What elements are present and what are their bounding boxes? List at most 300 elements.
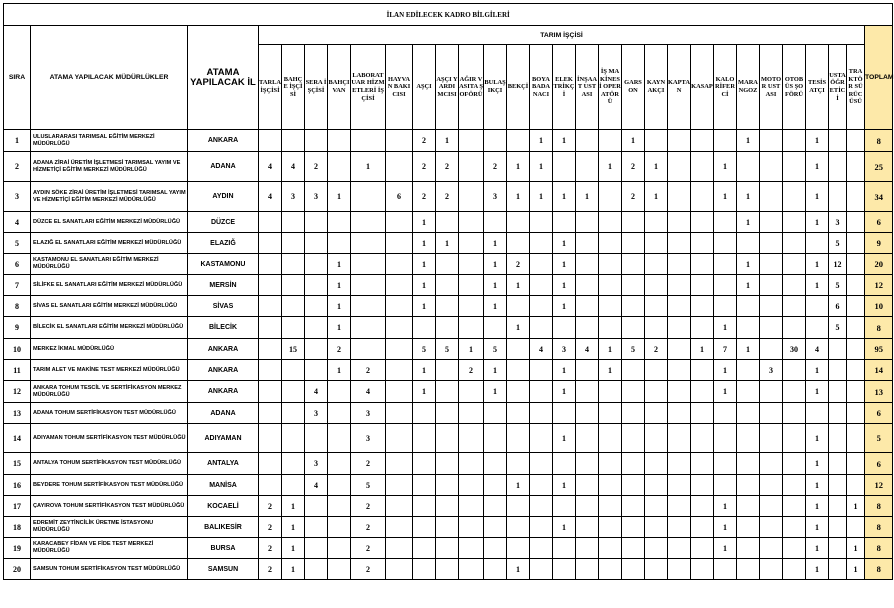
total-cell: 8: [865, 559, 893, 580]
count-cell: [386, 275, 413, 296]
header-group-tarim-iscisi: TARIM İŞÇİSİ: [259, 26, 865, 45]
count-cell: 1: [737, 130, 760, 152]
count-cell: [459, 296, 484, 317]
count-cell: [305, 275, 328, 296]
count-cell: 1: [714, 360, 737, 381]
count-cell: [668, 559, 691, 580]
count-cell: [737, 453, 760, 475]
row-number-cell: 1: [4, 130, 31, 152]
count-cell: 2: [259, 517, 282, 538]
count-cell: 1: [484, 254, 507, 275]
count-cell: [737, 424, 760, 453]
count-cell: 1: [553, 517, 576, 538]
count-cell: [553, 152, 576, 182]
count-cell: 1: [553, 130, 576, 152]
province-cell: DÜZCE: [188, 212, 259, 233]
count-cell: 1: [714, 182, 737, 212]
count-cell: [760, 212, 783, 233]
directorate-cell: BEYDERE TOHUM SERTİFİKASYON TEST MÜDÜRLÜĞÜ: [31, 475, 188, 496]
count-cell: [553, 453, 576, 475]
count-cell: [305, 130, 328, 152]
count-cell: [599, 559, 622, 580]
table-row: [4, 130, 893, 152]
count-cell: 1: [413, 381, 436, 403]
count-cell: [714, 296, 737, 317]
column-header: LABORATUAR HİZMETLERİ İŞÇİSİ: [351, 45, 386, 130]
count-cell: [622, 212, 645, 233]
count-cell: 1: [806, 475, 829, 496]
total-cell: 20: [865, 254, 893, 275]
count-cell: 2: [413, 152, 436, 182]
count-cell: 1: [737, 339, 760, 360]
count-cell: [259, 130, 282, 152]
count-cell: 1: [507, 275, 530, 296]
count-cell: [691, 381, 714, 403]
table-body: [4, 130, 893, 580]
count-cell: [668, 254, 691, 275]
count-cell: 15: [282, 339, 305, 360]
count-cell: [459, 212, 484, 233]
count-cell: [386, 496, 413, 517]
count-cell: 1: [484, 381, 507, 403]
table-row: [4, 360, 893, 381]
count-cell: [847, 275, 865, 296]
count-cell: [328, 233, 351, 254]
count-cell: 2: [436, 152, 459, 182]
count-cell: [553, 317, 576, 339]
count-cell: [259, 212, 282, 233]
count-cell: [783, 212, 806, 233]
province-cell: KASTAMONU: [188, 254, 259, 275]
total-cell: 9: [865, 233, 893, 254]
cadre-table: [3, 3, 893, 580]
count-cell: [576, 317, 599, 339]
count-cell: [737, 381, 760, 403]
count-cell: 3: [829, 212, 847, 233]
count-cell: 2: [622, 152, 645, 182]
column-header: KALORİFERCİ: [714, 45, 737, 130]
count-cell: [737, 296, 760, 317]
row-number-cell: 17: [4, 496, 31, 517]
count-cell: [386, 475, 413, 496]
directorate-cell: ÇAYIROVA TOHUM SERTİFİKASYON TEST MÜDÜRLÜĞÜ: [31, 496, 188, 517]
count-cell: 2: [507, 254, 530, 275]
count-cell: [282, 453, 305, 475]
count-cell: [847, 182, 865, 212]
count-cell: [783, 182, 806, 212]
province-cell: MERSİN: [188, 275, 259, 296]
count-cell: [760, 152, 783, 182]
count-cell: 1: [351, 152, 386, 182]
count-cell: [691, 296, 714, 317]
count-cell: 5: [829, 317, 847, 339]
count-cell: [484, 517, 507, 538]
count-cell: [599, 538, 622, 559]
directorate-cell: MERKEZ İKMAL MÜDÜRLÜĞÜ: [31, 339, 188, 360]
count-cell: 1: [847, 496, 865, 517]
column-header: KASAP: [691, 45, 714, 130]
count-cell: [459, 182, 484, 212]
count-cell: [622, 517, 645, 538]
directorate-cell: SAMSUN TOHUM SERTİFİKASYON TEST MÜDÜRLÜĞÜ: [31, 559, 188, 580]
count-cell: 1: [806, 517, 829, 538]
count-cell: 3: [351, 424, 386, 453]
count-cell: 5: [436, 339, 459, 360]
count-cell: [436, 275, 459, 296]
count-cell: [760, 317, 783, 339]
count-cell: [714, 130, 737, 152]
count-cell: [829, 403, 847, 424]
count-cell: [507, 233, 530, 254]
count-cell: [806, 317, 829, 339]
count-cell: [530, 424, 553, 453]
count-cell: 1: [806, 360, 829, 381]
row-number-cell: 4: [4, 212, 31, 233]
column-header: BAHÇIVAN: [328, 45, 351, 130]
count-cell: [386, 317, 413, 339]
group-row: [4, 26, 893, 45]
row-number-cell: 20: [4, 559, 31, 580]
count-cell: [599, 254, 622, 275]
count-cell: 1: [714, 152, 737, 182]
count-cell: [576, 381, 599, 403]
count-cell: [737, 517, 760, 538]
count-cell: [530, 496, 553, 517]
count-cell: [386, 296, 413, 317]
count-cell: [668, 403, 691, 424]
count-cell: [576, 538, 599, 559]
count-cell: [305, 538, 328, 559]
count-cell: 7: [714, 339, 737, 360]
column-header: AŞÇI YARDIMCISI: [436, 45, 459, 130]
count-cell: [668, 496, 691, 517]
count-cell: 3: [553, 339, 576, 360]
count-cell: 1: [459, 339, 484, 360]
count-cell: [599, 381, 622, 403]
count-cell: [714, 233, 737, 254]
count-cell: [760, 254, 783, 275]
count-cell: [829, 559, 847, 580]
count-cell: 1: [484, 275, 507, 296]
count-cell: [413, 517, 436, 538]
province-cell: ADANA: [188, 403, 259, 424]
count-cell: [507, 360, 530, 381]
count-cell: [413, 424, 436, 453]
count-cell: 1: [806, 212, 829, 233]
count-cell: [436, 360, 459, 381]
count-cell: [282, 296, 305, 317]
count-cell: [305, 296, 328, 317]
count-cell: [436, 381, 459, 403]
count-cell: 1: [436, 130, 459, 152]
province-cell: ADIYAMAN: [188, 424, 259, 453]
count-cell: [282, 424, 305, 453]
count-cell: [760, 130, 783, 152]
column-header: OTOBÜS ŞOFÖRÜ: [783, 45, 806, 130]
count-cell: [760, 339, 783, 360]
count-cell: [328, 559, 351, 580]
count-cell: 1: [714, 538, 737, 559]
count-cell: 6: [829, 296, 847, 317]
count-cell: 2: [484, 152, 507, 182]
count-cell: 1: [806, 152, 829, 182]
count-cell: 1: [806, 538, 829, 559]
count-cell: 1: [328, 182, 351, 212]
count-cell: 1: [507, 152, 530, 182]
count-cell: [530, 254, 553, 275]
count-cell: [668, 275, 691, 296]
count-cell: 5: [351, 475, 386, 496]
count-cell: [305, 233, 328, 254]
count-cell: 6: [386, 182, 413, 212]
count-cell: [645, 517, 668, 538]
count-cell: [305, 517, 328, 538]
count-cell: 1: [737, 254, 760, 275]
table-row: [4, 381, 893, 403]
count-cell: [459, 317, 484, 339]
total-cell: 6: [865, 453, 893, 475]
count-cell: 2: [305, 152, 328, 182]
count-cell: [668, 339, 691, 360]
count-cell: 2: [351, 496, 386, 517]
count-cell: [484, 403, 507, 424]
count-cell: [737, 475, 760, 496]
count-cell: [459, 381, 484, 403]
province-cell: ANKARA: [188, 381, 259, 403]
column-header: HAYVAN BAKICISI: [386, 45, 413, 130]
count-cell: [459, 130, 484, 152]
count-cell: 1: [714, 517, 737, 538]
count-cell: [737, 559, 760, 580]
table-row: [4, 339, 893, 360]
count-cell: [783, 233, 806, 254]
province-cell: AYDIN: [188, 182, 259, 212]
count-cell: [328, 475, 351, 496]
count-cell: [553, 559, 576, 580]
count-cell: [645, 538, 668, 559]
count-cell: [668, 360, 691, 381]
count-cell: [829, 339, 847, 360]
count-cell: [760, 453, 783, 475]
count-cell: [386, 453, 413, 475]
count-cell: 1: [847, 559, 865, 580]
count-cell: [760, 496, 783, 517]
row-number-cell: 5: [4, 233, 31, 254]
row-number-cell: 14: [4, 424, 31, 453]
total-cell: 5: [865, 424, 893, 453]
total-cell: 8: [865, 317, 893, 339]
count-cell: 12: [829, 254, 847, 275]
count-cell: [622, 424, 645, 453]
count-cell: 1: [806, 424, 829, 453]
count-cell: [737, 152, 760, 182]
column-header: KAPTAN: [668, 45, 691, 130]
count-cell: [484, 130, 507, 152]
count-cell: 1: [553, 475, 576, 496]
row-number-cell: 3: [4, 182, 31, 212]
count-cell: [259, 453, 282, 475]
count-cell: [305, 254, 328, 275]
count-cell: [806, 296, 829, 317]
count-cell: [351, 212, 386, 233]
count-cell: [436, 538, 459, 559]
count-cell: 2: [436, 182, 459, 212]
column-header: İŞ MAKİNESİ OPERATÖRÜ: [599, 45, 622, 130]
row-number-cell: 15: [4, 453, 31, 475]
count-cell: [847, 212, 865, 233]
count-cell: [459, 559, 484, 580]
count-cell: [484, 453, 507, 475]
count-cell: 1: [553, 233, 576, 254]
total-cell: 8: [865, 130, 893, 152]
row-number-cell: 19: [4, 538, 31, 559]
count-cell: [484, 559, 507, 580]
count-cell: 4: [259, 152, 282, 182]
count-cell: 4: [351, 381, 386, 403]
province-cell: ANTALYA: [188, 453, 259, 475]
count-cell: 2: [259, 538, 282, 559]
count-cell: [847, 254, 865, 275]
directorate-cell: SİVAS EL SANATLARI EĞİTİM MERKEZİ MÜDÜRLÜĞÜ: [31, 296, 188, 317]
count-cell: 1: [553, 424, 576, 453]
count-cell: [436, 496, 459, 517]
count-cell: [760, 275, 783, 296]
count-cell: [259, 424, 282, 453]
count-cell: [691, 475, 714, 496]
count-cell: [530, 233, 553, 254]
count-cell: [507, 496, 530, 517]
count-cell: [576, 275, 599, 296]
count-cell: [599, 212, 622, 233]
column-header: SERA İŞÇİSİ: [305, 45, 328, 130]
count-cell: [576, 360, 599, 381]
total-cell: 6: [865, 403, 893, 424]
row-number-cell: 7: [4, 275, 31, 296]
count-cell: [507, 424, 530, 453]
count-cell: [351, 254, 386, 275]
count-cell: [668, 381, 691, 403]
count-cell: [351, 182, 386, 212]
count-cell: 1: [328, 317, 351, 339]
column-header: MOTOR USTASI: [760, 45, 783, 130]
count-cell: [507, 212, 530, 233]
count-cell: [386, 339, 413, 360]
count-cell: [259, 254, 282, 275]
table-row: [4, 254, 893, 275]
count-cell: [553, 212, 576, 233]
count-cell: 1: [645, 152, 668, 182]
count-cell: 1: [737, 275, 760, 296]
count-cell: [351, 275, 386, 296]
count-cell: [599, 517, 622, 538]
count-cell: [507, 453, 530, 475]
directorate-cell: SİLİFKE EL SANATLARI EĞİTİM MERKEZİ MÜDÜRLÜĞÜ: [31, 275, 188, 296]
count-cell: [436, 475, 459, 496]
count-cell: [459, 475, 484, 496]
count-cell: [576, 254, 599, 275]
count-cell: [328, 453, 351, 475]
column-header: TESİSATÇI: [806, 45, 829, 130]
total-cell: 34: [865, 182, 893, 212]
count-cell: [829, 517, 847, 538]
count-cell: 1: [413, 360, 436, 381]
count-cell: [413, 559, 436, 580]
count-cell: 30: [783, 339, 806, 360]
count-cell: [691, 403, 714, 424]
count-cell: 1: [691, 339, 714, 360]
count-cell: [351, 339, 386, 360]
count-cell: 2: [259, 559, 282, 580]
count-cell: [282, 254, 305, 275]
count-cell: [282, 275, 305, 296]
count-cell: 5: [413, 339, 436, 360]
count-cell: 1: [806, 275, 829, 296]
count-cell: 1: [576, 182, 599, 212]
count-cell: [530, 360, 553, 381]
header-mudurluk: ATAMA YAPILACAK MÜDÜRLÜKLER: [31, 26, 188, 130]
table-row: [4, 538, 893, 559]
count-cell: 3: [305, 403, 328, 424]
count-cell: [622, 403, 645, 424]
count-cell: 1: [714, 381, 737, 403]
count-cell: [386, 212, 413, 233]
count-cell: 2: [328, 339, 351, 360]
count-cell: [622, 538, 645, 559]
header-il: ATAMA YAPILACAK İL: [188, 26, 259, 130]
count-cell: 1: [328, 360, 351, 381]
count-cell: [783, 317, 806, 339]
count-cell: [645, 130, 668, 152]
count-cell: 2: [645, 339, 668, 360]
count-cell: [783, 496, 806, 517]
row-number-cell: 6: [4, 254, 31, 275]
count-cell: [847, 453, 865, 475]
count-cell: [691, 538, 714, 559]
count-cell: [806, 233, 829, 254]
count-cell: [622, 559, 645, 580]
count-cell: [645, 453, 668, 475]
directorate-cell: DÜZCE EL SANATLARI EĞİTİM MERKEZİ MÜDÜRLÜĞÜ: [31, 212, 188, 233]
count-cell: [351, 317, 386, 339]
count-cell: 1: [622, 130, 645, 152]
count-cell: [305, 360, 328, 381]
directorate-cell: ULUSLARARASI TARIMSAL EĞİTİM MERKEZİ MÜDÜRLÜĞÜ: [31, 130, 188, 152]
count-cell: [259, 403, 282, 424]
count-cell: [259, 381, 282, 403]
count-cell: [328, 517, 351, 538]
count-cell: [829, 182, 847, 212]
count-cell: 1: [806, 182, 829, 212]
count-cell: [829, 475, 847, 496]
count-cell: [436, 453, 459, 475]
count-cell: [328, 152, 351, 182]
count-cell: [829, 152, 847, 182]
column-header: BEKÇİ: [507, 45, 530, 130]
column-header: GARSON: [622, 45, 645, 130]
count-cell: [645, 496, 668, 517]
count-cell: 5: [829, 275, 847, 296]
count-cell: 1: [553, 360, 576, 381]
province-cell: BURSA: [188, 538, 259, 559]
count-cell: [829, 130, 847, 152]
count-cell: 1: [806, 453, 829, 475]
directorate-cell: EDREMİT ZEYTİNCİLİK ÜRETME İSTASYONU MÜDÜRLÜĞÜ: [31, 517, 188, 538]
count-cell: [459, 538, 484, 559]
count-cell: [576, 475, 599, 496]
count-cell: [413, 453, 436, 475]
count-cell: [760, 424, 783, 453]
count-cell: 1: [806, 254, 829, 275]
